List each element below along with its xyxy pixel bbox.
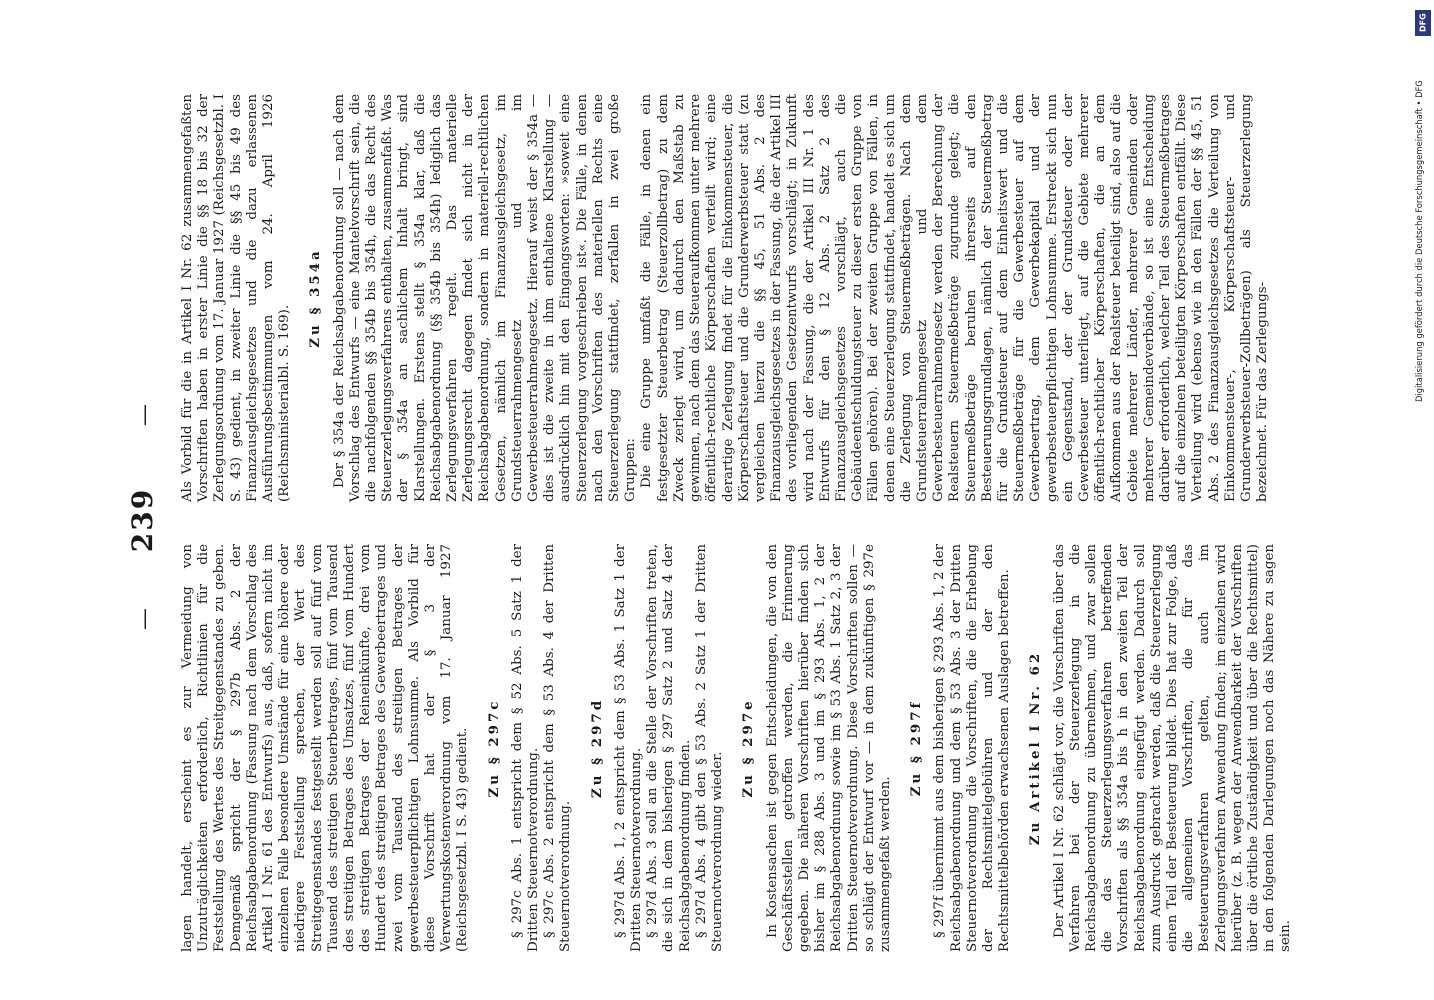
section-heading: Zu Artikel I Nr. 62 [1027, 650, 1044, 846]
section-heading: Zu § 297d [588, 697, 605, 799]
paragraph: § 297d Abs. 4 gibt den § 53 Abs. 2 Satz 1 der Dritten Steuernotverordnung wieder. [693, 544, 726, 952]
page-number: 239 [126, 487, 159, 553]
scanned-page [120, 80, 1434, 960]
paragraph: Als Vorbild für die in Artikel I Nr. 62 zusammengefaßten Vorschriften haben in erster Linie die §§ 18 bis 32 der Zerlegungsordnung vom 17. Januar 1927 (Reichsgesetzbl. I S. 43) gedient, in zweiter Linie die §§ 45 bis 49 des Finanzausgleichsgesetzes und die dazu erlassenen Ausführungsbestimmungen vom 24. April 1926 (Reichsministerialbl. S. 169). [180, 94, 293, 502]
paragraph: § 297d Abs. 1, 2 entspricht dem § 53 Abs. 1 Satz 1 der Dritten Steuernotverordnung. [612, 544, 645, 952]
paragraph: Der § 354a der Reichsabgabenordnung soll — nach dem Vorschlag des Entwurfs — eine Mantelvorschrift sein, die die nachfolgenden §§ 354b bis 354h, die das Recht des Steuerzerlegungsverfahrens enthalten, zusammenfaßt. Was der § 354a an sachlichem Inhalt bringt, sind Klarstellungen. Erstens stellt § 354a klar, daß die Reichsabgabenordnung (§§ 354b bis 354h) lediglich das Zerlegungsverfahren regelt. Das materielle Zerlegungsrecht dagegen findet sich nicht in der Reichsabgabenordnung, sondern in materiell-rechtlichen Gesetzen, nämlich im Finanzausgleichsgesetz, im Grundsteuerrahmengesetz und im Gewerbesteuerrahmengesetz. Hierauf weist der § 354a — dies ist die zweite in ihm enthaltene Klarstellung — ausdrücklich hin mit den Eingangsworten: »soweit eine Steuerzerlegung vorgeschrieben ist«. Die Fälle, in denen nach den Vorschriften des materiellen Rechts eine Steuerzerlegung stattfindet, zerfallen in zwei große Gruppen: [331, 94, 639, 502]
funding-note: Digitalisierung gefördert durch die Deutsche Forschungsgemeinschaft • DFG [1414, 80, 1424, 402]
section-heading: Zu § 297f [908, 699, 925, 797]
paragraph: lagen handelt, erscheint es zur Vermeidung von Unzuträglichkeiten erforderlich, Richtlinien für die Feststellung des Wertes des Streitgegenstandes zu geben. Demgemäß spricht der § 297b Abs. 2 der Reichsabgabenordnung (Fassung nach dem Vorschlag des Artikel I Nr. 61 des Entwurfs) aus, daß, sofern nicht im einzelnen Falle besondere Umstände für eine höhere oder niedrigere Feststellung sprechen, der Wert des Streitgegenstandes festgestellt werden soll auf fünf vom Tausend des streitigen Steuerbetrages, fünf vom Tausend des streitigen Betrages des Umsatzes, fünf vom Hundert des streitigen Betrages der Reineinkünfte, drei vom Hundert des streitigen Betrages des Gewerbeertrages und zwei vom Tausend des streitigen Betrages der gewerbesteuerpflichtigen Lohnsumme. Als Vorbild für diese Vorschrift hat der § 3 der Verwertungskostenverordnung vom 17. Januar 1927 (Reichsgesetzbl. I S. 43) gedient. [180, 544, 471, 952]
paragraph: Der Artikel I Nr. 62 schlägt vor, die Vorschriften über das Verfahren bei der Steuerzerlegung in die Reichsabgabenordnung zu übernehmen, und zwar sollen die das Steuerzerlegungsverfahren betreffenden Vorschriften als §§ 354a bis h in den zweiten Teil der Reichsabgabenordnung eingefügt werden. Dadurch soll zum Ausdruck gebracht werden, daß die Steuerzerlegung einen Teil der Besteuerung bildet. Dies hat zur Folge, daß die allgemeinen Vorschriften, die für das Besteuerungsverfahren gelten, auch im Zerlegungsverfahren Anwendung finden; im einzelnen wird hierüber (z. B. wegen der Anwendbarkeit der Vorschriften über die örtliche Zuständigkeit und über die Rechtsmittel) in den folgenden Darlegungen noch das Nähere zu sagen sein. [1051, 544, 1294, 952]
section-heading: Zu § 297e [740, 698, 757, 798]
paragraph: § 297f übernimmt aus dem bisherigen § 293 Abs. 1, 2 der Reichsabgabenordnung und dem § 53 Abs. 3 der Dritten Steuernotverordnung die Vorschriften, die die Erhebung der Rechtsmittelgebühren und der den Rechtsmittelbehörden erwachsenen Auslagen betreffen. [932, 544, 1013, 952]
right-text-column [180, 94, 1434, 502]
paragraph: Die eine Gruppe umfaßt die Fälle, in denen ein festgesetzter Steuerbetrag (Steuerzollbetrag) zu dem Zweck zerlegt wird, um dadurch den Maßstab zu gewinnen, nach dem das Steueraufkommen unter mehrere öffentlich-rechtliche Körperschaften verteilt wird; eine derartige Zerlegung findet für die Einkommensteuer, die Körperschaftsteuer und die Grunderwerbsteuer statt (zu vergleichen hierzu die §§ 45, 51 Abs. 2 des Finanzausgleichsgesetzes in der Fassung, die der Artikel III des vorliegenden Gesetzentwurfs vorschlägt; in Zukunft wird nach der Fassung, die der Artikel III Nr. 1 des Entwurfs für den § 12 Abs. 2 Satz 2 des Finanzausgleichsgesetzes vorschlägt, auch die Gebäudeentschuldungsteuer zu dieser ersten Gruppe von Fällen gehören). Bei der zweiten Gruppe von Fällen, in denen eine Steuerzerlegung stattfindet, handelt es sich um die Zerlegung von Steuermeßbeträgen. Nach dem Grundsteuerrahmengesetz und dem Gewerbesteuerrahmengesetz werden der Berechnung der Realsteuern Steuermeßbeträge zugrunde gelegt; die Steuermeßbeträge beruhen ihrerseits auf den Besteuerungsgrundlagen, nämlich der Steuermeßbetrag für die Grundsteuer auf dem Einheitswert und die Steuermeßbeträge für die Gewerbesteuer auf dem Gewerbeertrag, dem Gewerbekapital und der gewerbesteuerpflichtigen Lohnsumme. Erstreckt sich nun ein Gegenstand, der der Grundsteuer oder der Gewerbesteuer unterliegt, auf die Gebiete mehrerer öffentlich-rechtlicher Körperschaften, die an dem Aufkommen aus der Realsteuer beteiligt sind, also auf die Gebiete mehrerer Länder, mehrerer Gemeinden oder mehrerer Gemeindeverbände, so ist eine Entscheidung darüber erforderlich, welcher Teil des Steuermeßbetrages auf die einzelnen beteiligten Körperschaften entfällt. Diese Verteilung wird (ebenso wie in den Fällen der §§ 45, 51 Abs. 2 des Finanzausgleichsgesetzes die Verteilung von Einkommensteuer-, Körperschaftsteuer- und Grunderwerbsteuer-Zollbeträgen) als Steuerzerlegung bezeichnet. Für das Zerlegungs- [639, 94, 1271, 502]
section-heading: Zu § 354a [307, 248, 324, 348]
paragraph: § 297c Abs. 2 entspricht dem § 53 Abs. 4 der Dritten Steuernotverordnung. [542, 544, 574, 952]
paragraph: In Kostensachen ist gegen Entscheidungen, die von den Geschäftsstellen getroffen werden, die Erinnerung gegeben. Die näheren Vorschriften hierüber finden sich bisher im § 288 Abs. 3 und im § 293 Abs. 1, 2 der Reichsabgabenordnung sowie im § 53 Abs. 1 Satz 2, 3 der Dritten Steuernotverordnung. Diese Vorschriften sollen — so schlägt der Entwurf vor — in dem zukünftigen § 297e zusammengefaßt werden. [764, 544, 893, 952]
header-dash-right: — [132, 404, 157, 426]
section-heading: Zu § 297c [485, 698, 502, 798]
paragraph: § 297c Abs. 1 entspricht dem § 52 Abs. 5 Satz 1 der Dritten Steuernotverordnung. [509, 544, 542, 952]
header-dash-left: — [132, 608, 157, 630]
page-header [120, 80, 170, 960]
dfg-logo: DFG [1415, 10, 1431, 36]
left-text-column [180, 544, 1434, 952]
dfg-sidebar [1414, 8, 1432, 998]
paragraph: § 297d Abs. 3 soll an die Stelle der Vorschriften treten, die sich in dem bisherigen § 297 Satz 2 und Satz 4 der Reichsabgabenordnung finden. [645, 544, 693, 952]
